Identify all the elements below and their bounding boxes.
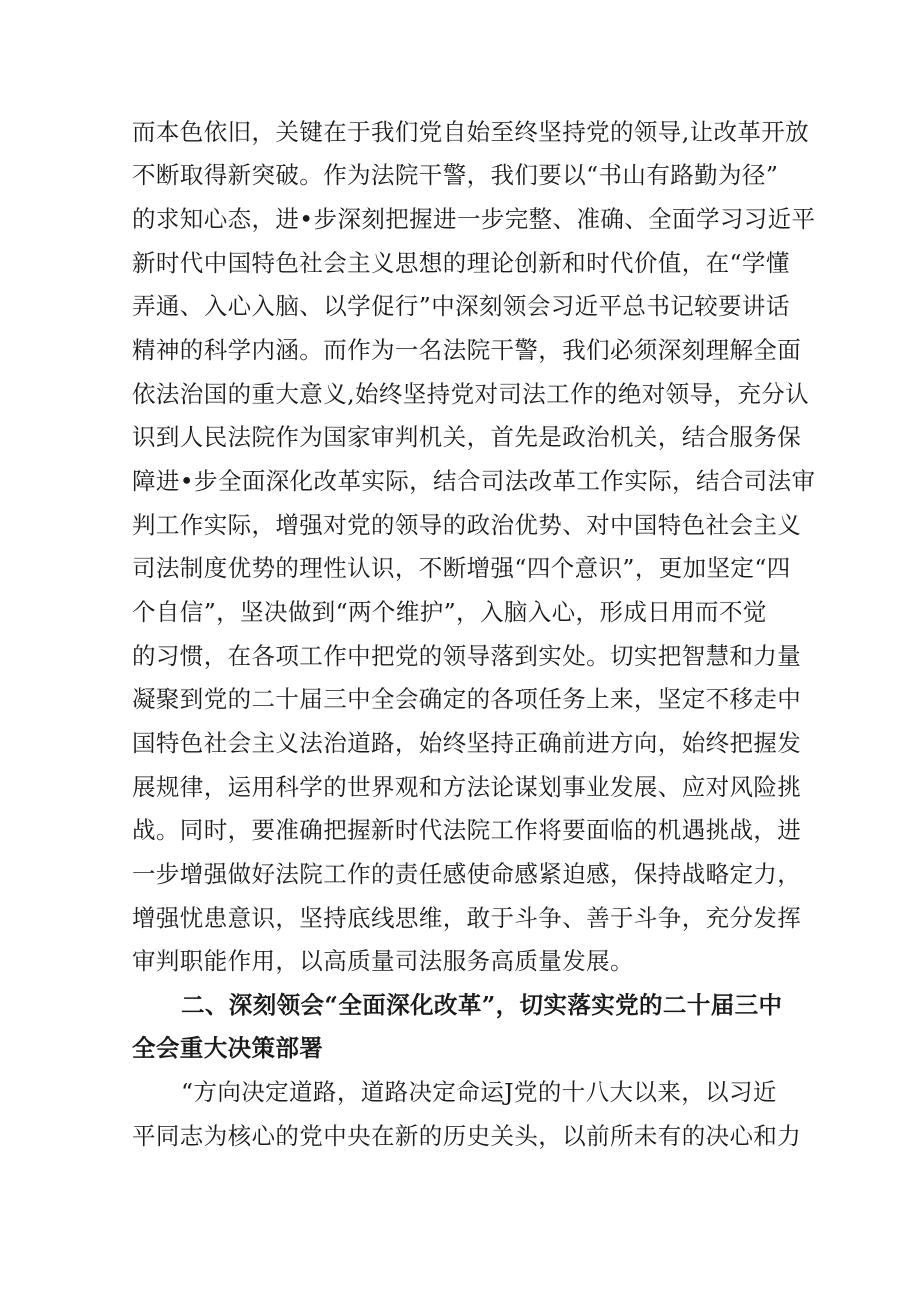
text-line: 弄通、入心入脑、以学促行”中深刻领会习近平总书记较要讲话 [132, 292, 790, 320]
heading-line: 二、深刻领会“全面深化改革”，切实落实党的二十届三中 [181, 991, 783, 1019]
text-line: 展规律，运用科学的世界观和方法论谋划事业发展、应对风险挑 [132, 773, 802, 801]
text-line: 司法制度优势的理性认识，不断增强“四个意识”，更加坚定“四 [132, 554, 791, 582]
text-line: 审判职能作用，以高质量司法服务高质量发展。 [132, 947, 634, 975]
text-line: 障进•步全面深化改革实际，结合司法改革工作实际，结合司法审 [132, 467, 816, 495]
text-line: 新时代中国特色社会主义思想的理论创新和时代价值，在“学懂 [132, 249, 790, 277]
text-line: 平同志为核心的党中央在新的历史关头，以前所未有的决心和力 [132, 1122, 802, 1150]
text-line: 增强忧患意识，坚持底线思维，敢于斗争、善于斗争，充分发挥 [132, 904, 802, 932]
text-line: 战。同时，要准确把握新时代法院工作将要面临的机遇挑战，进 [132, 816, 802, 844]
text-line: “方向决定道路，道路决定命运J党的十八大以来，以习近 [181, 1078, 777, 1106]
text-line: 凝聚到党的二十届三中全会确定的各项任务上来，坚定不移走中 [132, 685, 802, 713]
text-line: 的习惯，在各项工作中把党的领导落到实处。切实把智慧和力量 [132, 642, 802, 670]
text-line: 个自信”，坚决做到“两个维护”，入脑入心，形成日用而不觉 [132, 598, 767, 626]
text-line: 国特色社会主义法治道路，始终坚持正确前进方向，始终把握发 [132, 729, 802, 757]
text-line: 精神的科学内涵。而作为一名法院干警，我们必须深刻理解全面 [132, 336, 802, 364]
text-line: 一步增强做好法院工作的责任感使命感紧迫感，保持战略定力， [132, 860, 802, 888]
text-line: 识到人民法院作为国家审判机关，首先是政治机关，结合服务保 [132, 423, 802, 451]
text-line: 而本色依旧，关键在于我们党自始至终坚持党的领导,让改革开放 [132, 118, 810, 146]
heading-line: 全会重大决策部署 [132, 1034, 324, 1062]
text-line: 判工作实际，增强对党的领导的政治优势、对中国特色社会主义 [132, 511, 802, 539]
text-line: 不断取得新突破。作为法院干警，我们要以“书山有路勤为径” [132, 161, 779, 189]
text-line: 依法治国的重大意义,始终坚持党对司法工作的绝对领导，充分认 [132, 380, 810, 408]
text-line: 的求知心态，进•步深刻把握进一步完整、准确、全面学习习近平 [132, 205, 816, 233]
